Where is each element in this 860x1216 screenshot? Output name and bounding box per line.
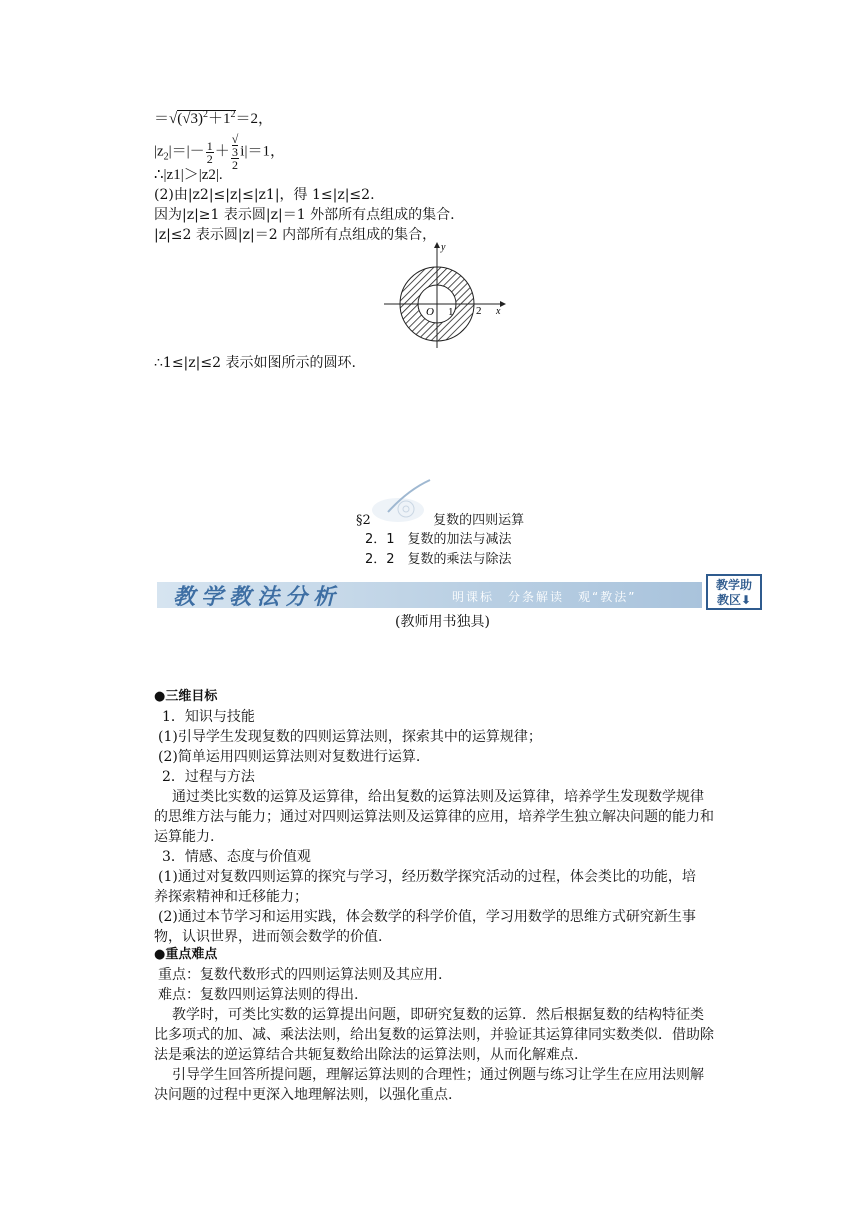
denominator: 2	[206, 151, 213, 166]
numerator: 1	[206, 138, 213, 153]
text-line: 比多项式的加、减、乘法法则，给出复数的运算法则，并验证其运算律同实数类似．借助除	[154, 1027, 714, 1043]
exponent: 2	[230, 109, 236, 120]
exponent: 2	[202, 109, 208, 120]
section-title: 复数的四则运算	[433, 513, 525, 528]
tick-label-1: 1	[448, 306, 454, 318]
text-line: 引导学生回答所提问题，理解运算法则的合理性；通过例题与练习让学生在应用法则解	[172, 1067, 704, 1083]
subsection-2-2: 2．2 复数的乘法与除法	[365, 552, 512, 567]
teaching-aid-link[interactable]	[706, 574, 762, 610]
text-line: 1．知识与技能	[162, 709, 255, 725]
fraction	[206, 140, 214, 165]
annulus-figure	[380, 238, 510, 350]
text-line: 教学时，可类比实数的运算提出问题，即研究复数的运算．然后根据复数的结构特征类	[172, 1007, 704, 1023]
eq-text: ＋	[214, 143, 230, 160]
denominator: 2	[232, 158, 238, 172]
axis-label-y: y	[441, 242, 446, 253]
text-line: (2)通过本节学习和运用实践，体会数学的科学价值，学习用数学的思维方式研究新生事	[158, 909, 696, 925]
teacher-note: (教师用书独具)	[395, 614, 490, 630]
text-line-6: |z|≤2 表示圆|z|＝2 内部所有点组成的集合，	[154, 227, 437, 243]
text-line: 2．过程与方法	[162, 769, 255, 785]
subscript: 2	[163, 151, 169, 163]
text-line: 的思维方法与能力；通过对四则运算法则及运算律的应用，培养学生独立解决问题的能力和	[154, 809, 714, 825]
eq-text: ＝2，	[235, 111, 274, 127]
fraction	[231, 133, 240, 171]
text-line: 通过类比实数的运算及运算律，给出复数的运算法则及运算律，培养学生发现数学规律	[172, 789, 704, 805]
text-line-4: (2)由|z2|≤|z|≤|z1|，得 1≤|z|≤2.	[154, 187, 375, 203]
section-number: §2	[356, 513, 371, 528]
equation-line-3: ∴|z1|＞|z2|.	[154, 167, 223, 183]
origin-label: O	[426, 306, 434, 318]
eq-text: ＋1	[207, 111, 231, 127]
text-line: 难点：复数四则运算法则的得出.	[158, 987, 359, 1003]
text-line: 养探索精神和迁移能力；	[154, 889, 308, 905]
teaching-analysis-banner	[157, 574, 762, 610]
box-line-1: 教学助	[715, 578, 752, 592]
eq-text: i|＝1，	[240, 143, 285, 160]
eq-text: ＝	[154, 111, 170, 127]
text-line: (1)通过对复数四则运算的探究与学习，经历数学探究活动的过程，体会类比的功能，培	[158, 869, 696, 885]
eq-text: 3	[232, 145, 238, 159]
eq-text: )	[197, 111, 203, 127]
heading-three-dimensional-goals: ●三维目标	[154, 689, 218, 704]
equation-line-1	[154, 106, 273, 128]
text-line: 物，认识世界，进而领会数学的价值.	[154, 929, 383, 945]
text-line: 决问题的过程中更深入地理解法则，以强化重点.	[154, 1087, 453, 1103]
text-line: 法是乘法的逆运算结合共轭复数给出除法的运算法则，从而化解难点.	[154, 1047, 579, 1063]
sqrt-radicand	[177, 110, 235, 127]
eq-text: |＝|－	[168, 143, 205, 160]
section-heading	[356, 512, 524, 530]
axis-label-x: x	[496, 306, 501, 317]
text-line: (1)引导学生发现复数的四则运算法则，探索其中的运算规律；	[158, 729, 542, 745]
eq-text: |z	[154, 143, 164, 160]
text-line: (2)简单运用四则运算法则对复数进行运算.	[158, 749, 421, 765]
tick-label-2: 2	[476, 305, 482, 317]
x-axis-arrow-icon	[500, 301, 506, 307]
conclusion-line: ∴1≤|z|≤2 表示如图所示的圆环.	[154, 355, 356, 371]
banner-subtitle: 明课标 分条解读 观“教法”	[452, 590, 637, 604]
y-axis-arrow-icon	[434, 242, 440, 248]
banner-title: 教学教法分析	[173, 585, 342, 610]
heading-key-points: ●重点难点	[154, 947, 218, 962]
sqrt-icon: √	[169, 111, 178, 127]
eq-text: (	[177, 111, 183, 127]
box-line-2: 教区⬇	[716, 593, 752, 607]
text-line: 重点：复数代数形式的四则运算法则及其应用.	[158, 967, 443, 983]
numerator	[231, 133, 240, 159]
sqrt-icon: √	[182, 111, 191, 127]
text-line: 运算能力.	[154, 829, 215, 845]
subsection-2-1: 2．1 复数的加法与减法	[365, 532, 512, 547]
text-line: 3．情感、态度与价值观	[162, 849, 311, 865]
sqrt-icon: √	[231, 132, 239, 146]
text-line-5: 因为|z|≥1 表示圆|z|＝1 外部所有点组成的集合.	[154, 207, 455, 223]
eq-text: 3	[190, 111, 198, 127]
